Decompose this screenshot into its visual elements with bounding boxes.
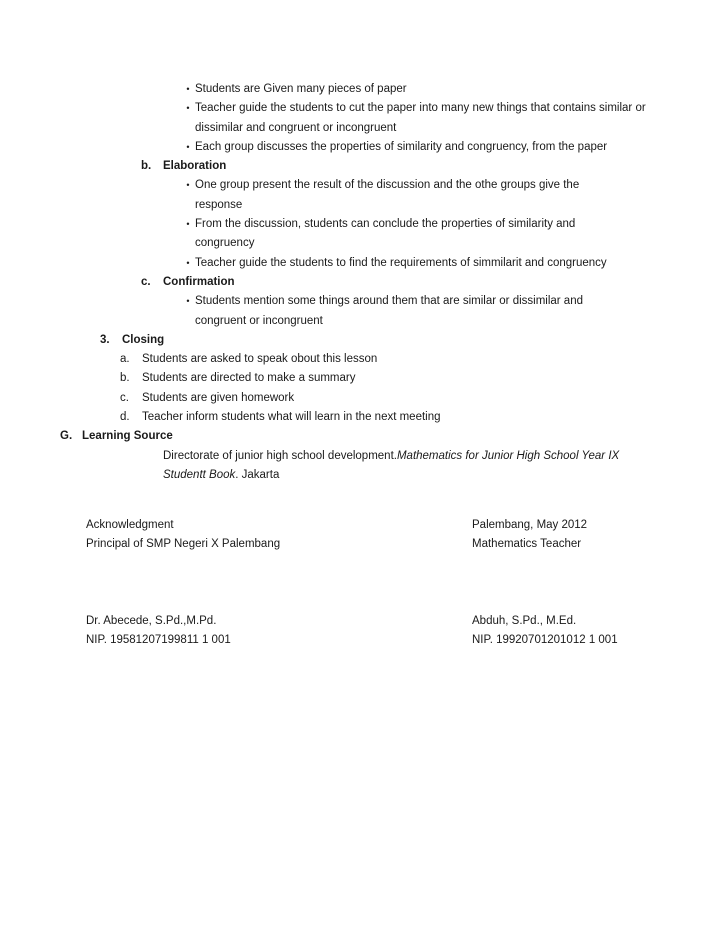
list-item-text: Teacher inform students what will learn in the next meeting (142, 411, 441, 424)
list-item-text: Students are asked to speak obout this lesson (142, 353, 378, 366)
section-marker: b. (141, 160, 152, 173)
list-item-text: Teacher guide the students to cut the paper into many new things that contains similar or dissimilar and congruent or incongruent (195, 102, 646, 134)
list-item (120, 369, 728, 388)
section-marker: G. (60, 430, 73, 443)
section-title: Learning Source (82, 430, 173, 443)
list-item (120, 389, 728, 408)
bullet-icon: • (186, 296, 190, 307)
signature-line-2 (0, 535, 728, 554)
principal-label: Principal of SMP Negeri X Palembang (86, 538, 281, 551)
bullet-icon: • (186, 84, 190, 94)
section-closing-heading (100, 331, 728, 350)
signature-name-row (0, 612, 728, 631)
principal-nip: NIP. 19581207199811 1 001 (86, 633, 231, 646)
section-elaboration-heading (141, 157, 728, 176)
signature-line-1 (0, 516, 728, 535)
reference-city: . Jakarta (235, 468, 280, 481)
list-item-marker: d. (120, 411, 130, 424)
teacher-label: Mathematics Teacher (472, 538, 582, 551)
list-item (120, 350, 728, 369)
list-item-text: One group present the result of the discussion and the othe groups give the response (195, 179, 580, 211)
section-learning-source-heading (60, 427, 728, 446)
reference-title: Mathematics for Junior High School Year IX Studentt Book (163, 449, 620, 481)
list-item-text: Each group discusses the properties of similarity and congruency, from the paper (195, 140, 608, 153)
list-item (181, 176, 728, 215)
list-item-marker: b. (120, 372, 130, 385)
bullet-icon: • (186, 219, 190, 230)
bullet-icon: • (186, 141, 190, 152)
section-title: Elaboration (163, 160, 227, 173)
list-item-text: Teacher guide the students to find the requirements of simmilarit and congruency (195, 256, 607, 269)
list-item (181, 99, 728, 138)
bullet-icon: • (186, 103, 190, 114)
list-item (181, 138, 728, 157)
document-body (0, 80, 728, 485)
signature-block (0, 516, 728, 650)
list-item-marker: a. (120, 353, 130, 366)
list-item-text: From the discussion, students can conclude the properties of similarity and congruency (195, 218, 576, 250)
bullet-icon: • (186, 180, 190, 191)
principal-name: Dr. Abecede, S.Pd.,M.Pd. (86, 614, 217, 627)
list-item (181, 215, 728, 254)
signature-space (0, 555, 728, 612)
list-item (181, 292, 728, 331)
list-item-text: Students are directed to make a summary (142, 372, 356, 385)
list-item (181, 254, 728, 273)
learning-source-reference (163, 447, 728, 486)
list-item-text: Students are given homework (142, 391, 295, 404)
teacher-name: Abduh, S.Pd., M.Ed. (472, 614, 577, 627)
signature-nip-row (0, 631, 728, 650)
section-marker: 3. (100, 333, 110, 346)
section-marker: c. (141, 275, 151, 288)
acknowledgment-label: Acknowledgment (86, 519, 174, 531)
list-item-text: Students mention some things around them that are similar or dissimilar and congruent or incongruent (195, 295, 583, 327)
place-date-label: Palembang, May 2012 (472, 519, 588, 531)
section-confirmation-heading (141, 273, 728, 292)
bullet-icon: • (186, 257, 190, 268)
list-item (120, 408, 728, 427)
list-item-marker: c. (120, 391, 129, 404)
list-item-text: Students are Given many pieces of paper (195, 83, 407, 95)
teacher-nip: NIP. 19920701201012 1 001 (472, 633, 618, 646)
section-title: Confirmation (163, 275, 235, 288)
list-item (181, 80, 728, 99)
reference-publisher: Directorate of junior high school development. (163, 449, 397, 462)
section-title: Closing (122, 333, 165, 346)
